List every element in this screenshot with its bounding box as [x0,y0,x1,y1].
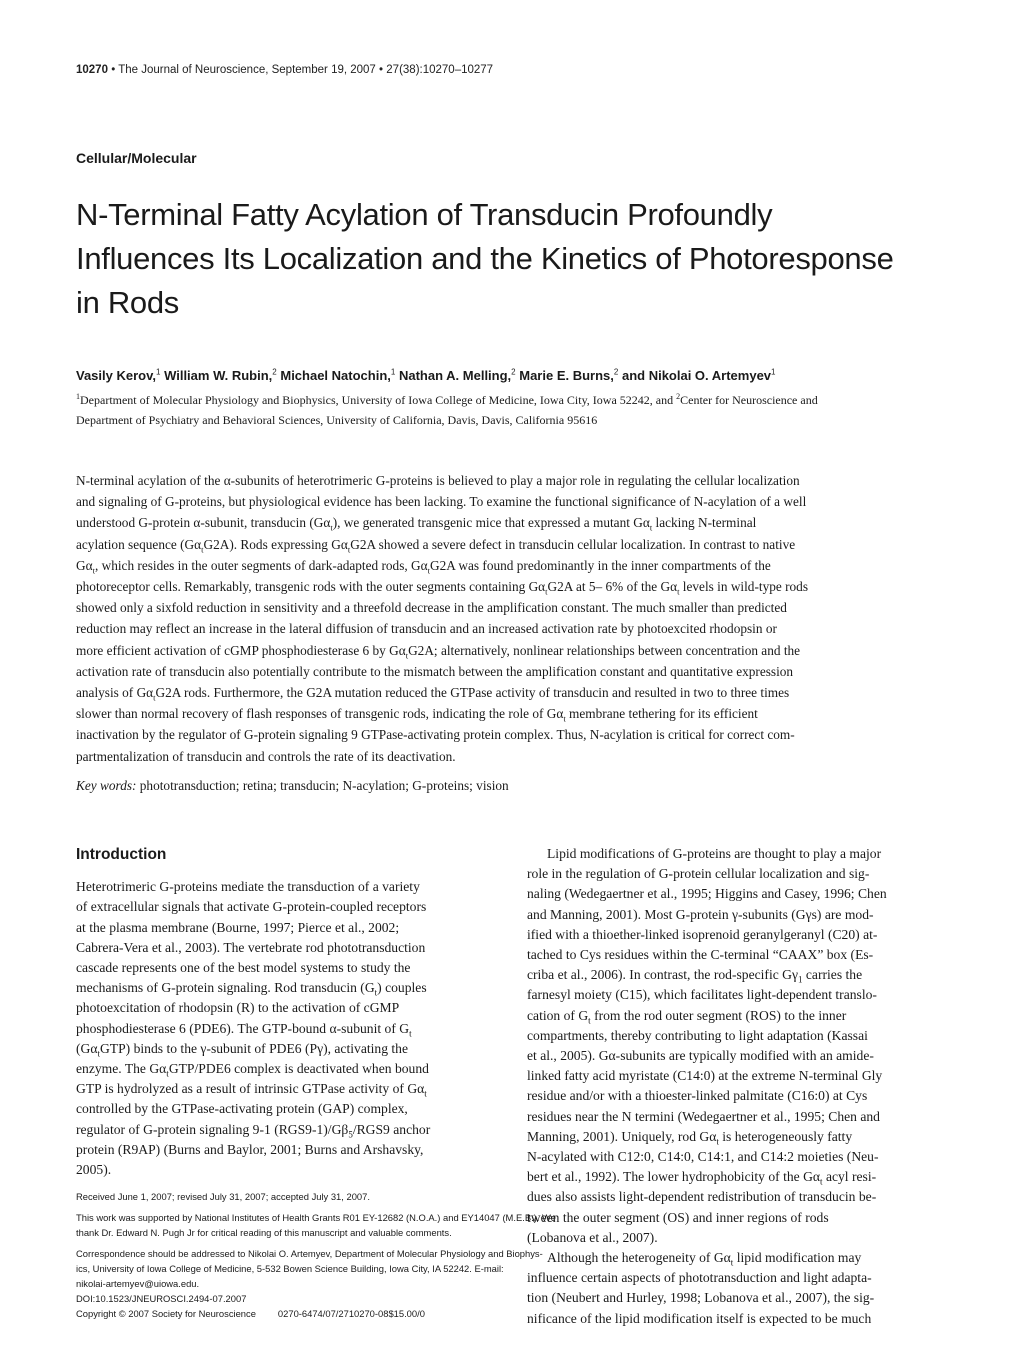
volume-pages: 27(38):10270–10277 [386,64,494,76]
section-label: Cellular/Molecular [76,150,197,166]
keywords [76,778,951,794]
body-line: Cabrera-Vera et al., 2003). The vertebrate rod phototransduction [76,939,426,955]
copyright: Copyright © 2007 Society for Neuroscience [76,1308,256,1319]
affiliation-marker: 1 [76,392,80,401]
abstract-line: acylation sequence $(G\alpha_tG2A)$. Rods expressing $G\alpha_tG2A$ showed a severe defect in transducin cellular localization. In contrast to native [76,536,796,555]
affiliation-marker: 1 [155,367,161,377]
journal-citation: The Journal of Neuroscience, September 19, 2007 [118,64,376,76]
body-line: ified with a thioether-linked isoprenoid geranylgeranyl (C20) at- [527,926,878,942]
body-line: Lipid modifications of G-proteins are thought to play a major [547,846,882,861]
affiliation-line: Department of Psychiatry and Behavioral Sciences, University of California, Davis, Davis, California 95616 [76,413,598,427]
affiliation-marker: 1 [390,367,396,377]
body-line: at the plasma membrane (Bourne, 1997; Pierce et al., 2002; [76,919,400,935]
body-line: phosphodiesterase 6 (PDE6). The GTP-bound α-subunit of $G_t$ [76,1020,412,1039]
body-line: Heterotrimeric G-proteins mediate the transduction of a variety [76,879,420,895]
body-line: residues near the N termini (Wedegaertner et al., 1995; Chen and [527,1108,880,1124]
body-line: mechanisms of G-protein signaling. Rod transducin $(G_t)$ couples [76,980,427,998]
body-line: Manning, 2001). Uniquely, rod $G\alpha_t$ is heterogeneously fatty [527,1128,853,1147]
body-line: GTP is hydrolyzed as a result of intrinsic GTPase activity of $G\alpha_t$ [76,1081,427,1099]
abstract-line: slower than normal recovery of flash responses of transgenic rods, indicating the role of $G\alpha_t$ membrane tethering for its efficient [76,706,758,724]
body-line: residue and/or with a thioester-linked palmitate (C16:0) at Cys [527,1088,868,1104]
author-list [76,368,956,383]
introduction-heading: Introduction [76,846,167,863]
body-line: cation of $G_t$ from the rod outer segment (ROS) to the inner [527,1007,847,1026]
body-line: dues also assists light-dependent redistribution of transducin be- [527,1189,877,1205]
author-name: William W. Rubin, [164,368,273,383]
abstract-line: and signaling of G-proteins, but physiological evidence has been lacking. To examine the functional significance of N-acylation of a well [76,494,807,510]
article-title [76,193,976,325]
body-line: influence certain aspects of phototransduction and light adapta- [527,1270,872,1286]
running-head [76,64,493,76]
body-line [76,857,500,877]
author-name: Marie E. Burns, [519,368,614,383]
abstract-line: $G\alpha_t$, which resides in the outer segments of dark-adapted rods, $G\alpha_tG2A$ was found predominantly in the inner compartments of the [76,557,771,576]
body-line: Although the heterogeneity of $G\alpha_t$ lipid modification may [547,1250,862,1268]
body-line: bert et al., 1992). The lower hydrophobicity of the $G\alpha_t$ acyl resi- [527,1169,877,1187]
correspondence-email: nikolai-artemyev@uiowa.edu. [76,1278,200,1289]
affiliation-marker: 2 [676,392,681,401]
title-line: Influences Its Localization and the Kinetics of Photoresponse [76,241,894,276]
body-line: controlled by the GTPase-activating protein (GAP) complex, [76,1101,408,1117]
body-line: photoexcitation of rhodopsin (R) to the activation of cGMP [76,1000,400,1016]
right-column-text [527,844,951,1329]
affiliation-marker: 1 [771,367,776,377]
body-line: tion (Neubert and Hurley, 1998; Lobanova et al., 2007), the sig- [527,1290,875,1306]
author-name: Michael Natochin, [280,368,391,383]
body-line: et al., 2005). Gα-subunits are typically modified with an amide- [527,1048,874,1064]
keywords-text: phototransduction; retina; transducin; N-acylation; G-proteins; vision [136,778,509,793]
left-column-text [76,857,500,1180]
body-line: naling (Wedegaertner et al., 1995; Higgins and Casey, 1996; Chen [527,886,887,902]
bullet-separator: • [379,64,387,76]
funding-note: thank Dr. Edward N. Pugh Jr for critical reading of this manuscript and valuable comments. [76,1227,452,1238]
affiliation-marker: 2 [272,367,277,377]
body-line: cascade represents one of the best model systems to study the [76,960,411,976]
issn: 0270-6474/07/2710270-08$15.00/0 [277,1308,425,1319]
author-name: and Nikolai O. Artemyev [621,368,772,383]
body-line: linked fatty acid myristate (C14:0) at the extreme N-terminal Gly [527,1068,883,1084]
abstract-line: photoreceptor cells. Remarkably, transgenic rods with the outer segments containing $G\alpha_tG2A$ at 5– 6% of the $G\alpha_t$ levels in wild-type rods [76,579,808,597]
abstract-line: understood G-protein α-subunit, transducin $(G\alpha_t)$, we generated transgenic mice that expressed a mutant $G\alpha_t$ lacking N-terminal [76,515,757,534]
body-line: tween the outer segment (OS) and inner regions of rods [527,1209,829,1225]
affiliations [76,390,956,430]
doi: DOI:10.1523/JNEUROSCI.2494-07.2007 [76,1293,247,1304]
author-name: Nathan A. Melling, [398,368,512,383]
body-line: $(G\alpha_tGTP)$ binds to the γ-subunit of PDE6 (Pγ), activating the [76,1040,409,1059]
affiliation-line [76,390,956,410]
abstract-line: more efficient activation of cGMP phosphodiesterase 6 by $G\alpha_tG2A$; alternatively, nonlinear relationships between concentration and the [76,642,801,661]
body-line: farnesyl moiety (C15), which facilitates light-dependent translo- [527,987,877,1003]
affiliation-marker: 2 [511,367,516,377]
body-line: tached to Cys residues within the C-terminal “CAAX” box (Es- [527,947,874,963]
body-line: (Lobanova et al., 2007). [527,1229,658,1245]
title-line: N-Terminal Fatty Acylation of Transducin Profoundly [76,197,773,232]
abstract-line: N-terminal acylation of the α-subunits of heterotrimeric G-proteins is believed to play a major role in regulating the cellular localization [76,473,800,488]
correspondence-note: Correspondence should be addressed to Nikolai O. Artemyev, Department of Molecular Physiology and Biophys- [76,1248,543,1259]
abstract-line: inactivation by the regulator of G-protein signaling 9 GTPase-activating protein complex. Thus, N-acylation is critical for correct com- [76,727,795,743]
body-line: role in the regulation of G-protein cellular localization and sig- [527,866,870,882]
body-line: and Manning, 2001). Most G-protein γ-subunits (Gγs) are mod- [527,906,874,922]
keywords-label: Key words: [76,778,137,793]
abstract-line: showed only a sixfold reduction in sensitivity and a threefold decrease in the amplification constant. The much smaller than predicted [76,600,787,616]
author-name: Vasily Kerov, [76,368,156,383]
body-line: N-acylated with C12:0, C14:0, C14:1, and C14:2 moieties (Neu- [527,1149,879,1165]
body-line: 2005). [76,1162,112,1178]
body-line: regulator of G-protein signaling 9-1 $(RGS9-1)/G\beta_5/RGS9$ anchor [76,1121,431,1140]
body-line: compartments, thereby contributing to light adaptation (Kassai [527,1027,868,1043]
abstract-line: reduction may reflect an increase in the lateral diffusion of transducin and an increased activation rate by photoexcited rhodopsin or [76,621,777,637]
funding-note: This work was supported by National Institutes of Health Grants R01 EY-12682 (N.O.A.) and EY14047 (M.E.B.). We [76,1212,556,1223]
bullet-separator: • [111,64,119,76]
title-line: in Rods [76,285,180,320]
copyright-line [76,1306,506,1321]
footnotes [76,1189,556,1321]
abstract-line: analysis of $G\alpha_tG2A$ rods. Furthermore, the G2A mutation reduced the GTPase activity of transducin and resulted in two to three times [76,685,790,703]
abstract-line: partmentalization of transducin and controls the rate of its deactivation. [76,748,456,764]
received-dates: Received June 1, 2007; revised July 31, 2007; accepted July 31, 2007. [76,1191,370,1202]
body-line: of extracellular signals that activate G-protein-coupled receptors [76,899,427,915]
affiliation-text: Center for Neuroscience and [680,393,818,407]
body-line: nificance of the lipid modification itself is expected to be much [527,1310,872,1326]
correspondence-note: ics, University of Iowa College of Medicine, 5-532 Bowen Science Building, Iowa City, IA 52242. E-mail: [76,1263,504,1274]
body-line: criba et al., 2006). In contrast, the rod-specific $G\gamma_1$ carries the [527,967,863,985]
abstract-line: activation rate of transducin also potentially contribute to the mismatch between the amplification constant and quantitative expression [76,663,794,679]
page-number: 10270 [76,64,108,76]
body-line: enzyme. The $G\alpha_tGTP/PDE6$ complex is deactivated when bound [76,1061,429,1079]
abstract [76,470,951,767]
body-line: protein (R9AP) (Burns and Baylor, 2001; Burns and Arshavsky, [76,1141,424,1157]
affiliation-marker: 2 [613,367,619,377]
affiliation-text: Department of Molecular Physiology and Biophysics, University of Iowa College of Medicine, Iowa City, Iowa 52242, and [80,393,677,407]
